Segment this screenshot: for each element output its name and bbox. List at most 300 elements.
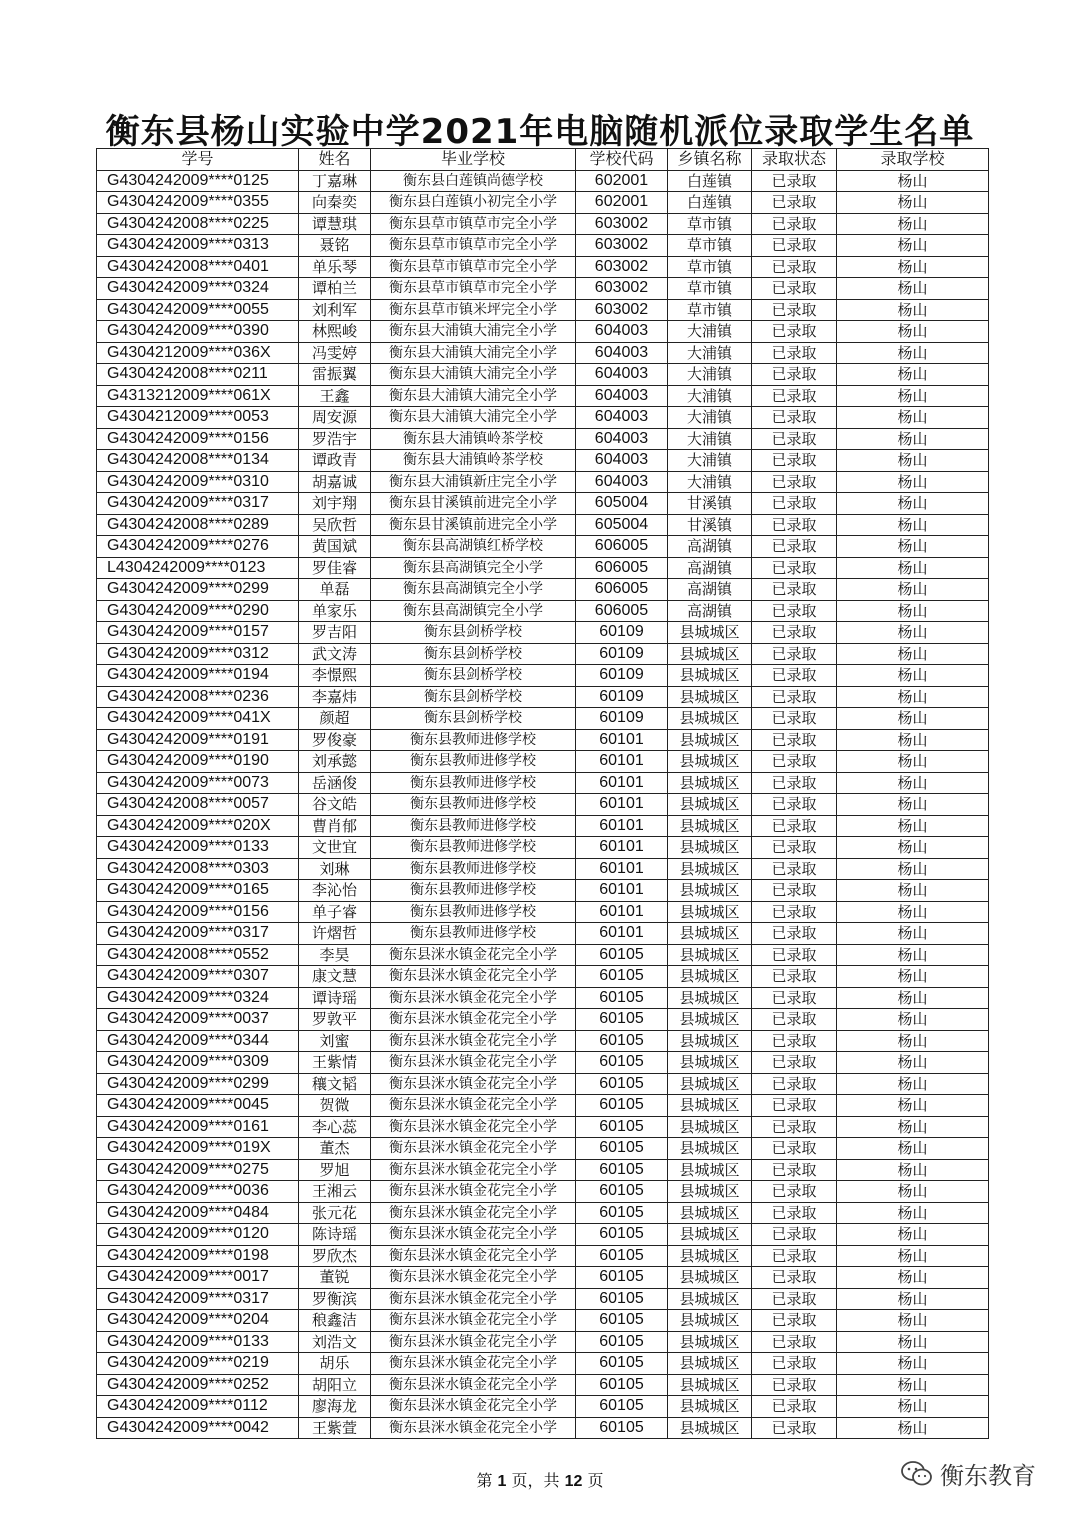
cell-school-code: 60109: [576, 665, 668, 687]
footer-prefix: 第: [476, 1471, 493, 1490]
cell-school-code: 60105: [576, 1052, 668, 1074]
cell-graduate-school: 衡东县大浦镇岭茶学校: [371, 428, 576, 450]
cell-admitted-school: 杨山: [837, 385, 989, 407]
cell-school-code: 60105: [576, 987, 668, 1009]
cell-student-id: G4304242009****0390: [97, 321, 299, 343]
cell-town: 甘溪镇: [668, 514, 752, 536]
cell-student-id: G4304242009****0017: [97, 1267, 299, 1289]
table-row: [97, 579, 989, 601]
cell-graduate-school: 衡东县洣水镇金花完全小学: [371, 1181, 576, 1203]
cell-name: 罗衡滨: [299, 1288, 371, 1310]
table-row: [97, 1030, 989, 1052]
cell-student-id: G4304242009****0125: [97, 170, 299, 192]
cell-admitted-school: 杨山: [837, 536, 989, 558]
table-row: [97, 858, 989, 880]
cell-graduate-school: 衡东县洣水镇金花完全小学: [371, 1288, 576, 1310]
table-row: [97, 901, 989, 923]
cell-town: 县城城区: [668, 837, 752, 859]
cell-name: 文世宜: [299, 837, 371, 859]
cell-graduate-school: 衡东县洣水镇金花完全小学: [371, 1138, 576, 1160]
cell-school-code: 604003: [576, 471, 668, 493]
cell-admitted-school: 杨山: [837, 815, 989, 837]
cell-name: 单乐琴: [299, 256, 371, 278]
cell-town: 高湖镇: [668, 579, 752, 601]
cell-town: 草市镇: [668, 235, 752, 257]
cell-admitted-school: 杨山: [837, 901, 989, 923]
wechat-icon: [900, 1460, 934, 1488]
cell-admitted-school: 杨山: [837, 407, 989, 429]
cell-school-code: 606005: [576, 600, 668, 622]
cell-student-id: G4304242009****0190: [97, 751, 299, 773]
cell-graduate-school: 衡东县白莲镇尚德学校: [371, 170, 576, 192]
cell-student-id: G4304242008****0134: [97, 450, 299, 472]
table-row: [97, 557, 989, 579]
cell-town: 县城城区: [668, 708, 752, 730]
cell-student-id: G4304242009****0037: [97, 1009, 299, 1031]
cell-status: 已录取: [752, 1288, 837, 1310]
table-row: [97, 966, 989, 988]
cell-admitted-school: 杨山: [837, 665, 989, 687]
cell-admitted-school: 杨山: [837, 1374, 989, 1396]
table-row: [97, 514, 989, 536]
cell-status: 已录取: [752, 708, 837, 730]
cell-admitted-school: 杨山: [837, 1138, 989, 1160]
cell-school-code: 602001: [576, 170, 668, 192]
cell-name: 李嘉炜: [299, 686, 371, 708]
cell-student-id: G4304242009****0191: [97, 729, 299, 751]
cell-graduate-school: 衡东县洣水镇金花完全小学: [371, 1245, 576, 1267]
cell-name: 李昊: [299, 944, 371, 966]
cell-status: 已录取: [752, 1417, 837, 1439]
cell-admitted-school: 杨山: [837, 321, 989, 343]
cell-town: 高湖镇: [668, 557, 752, 579]
table-row: [97, 772, 989, 794]
cell-name: 单磊: [299, 579, 371, 601]
cell-town: 县城城区: [668, 1396, 752, 1418]
cell-town: 县城城区: [668, 987, 752, 1009]
cell-admitted-school: 杨山: [837, 794, 989, 816]
cell-student-id: G4304242009****0307: [97, 966, 299, 988]
cell-school-code: 60109: [576, 622, 668, 644]
cell-graduate-school: 衡东县洣水镇金花完全小学: [371, 1310, 576, 1332]
cell-name: 陈诗瑶: [299, 1224, 371, 1246]
cell-town: 县城城区: [668, 1310, 752, 1332]
cell-student-id: G4304242009****0194: [97, 665, 299, 687]
cell-town: 县城城区: [668, 1331, 752, 1353]
cell-town: 大浦镇: [668, 364, 752, 386]
cell-status: 已录取: [752, 729, 837, 751]
cell-name: 刘承懿: [299, 751, 371, 773]
cell-graduate-school: 衡东县高湖镇红桥学校: [371, 536, 576, 558]
table-row: [97, 1159, 989, 1181]
table-row: [97, 686, 989, 708]
cell-school-code: 604003: [576, 385, 668, 407]
cell-student-id: G4304242009****0324: [97, 987, 299, 1009]
cell-graduate-school: 衡东县洣水镇金花完全小学: [371, 1030, 576, 1052]
cell-status: 已录取: [752, 1245, 837, 1267]
cell-admitted-school: 杨山: [837, 1245, 989, 1267]
cell-graduate-school: 衡东县洣水镇金花完全小学: [371, 1009, 576, 1031]
cell-school-code: 604003: [576, 450, 668, 472]
cell-graduate-school: 衡东县大浦镇大浦完全小学: [371, 385, 576, 407]
cell-town: 县城城区: [668, 686, 752, 708]
cell-town: 大浦镇: [668, 471, 752, 493]
cell-name: 吴欣哲: [299, 514, 371, 536]
cell-graduate-school: 衡东县洣水镇金花完全小学: [371, 944, 576, 966]
cell-admitted-school: 杨山: [837, 708, 989, 730]
cell-graduate-school: 衡东县洣水镇金花完全小学: [371, 1202, 576, 1224]
cell-status: 已录取: [752, 299, 837, 321]
cell-student-id: G4304242009****0299: [97, 579, 299, 601]
cell-status: 已录取: [752, 1224, 837, 1246]
cell-town: 县城城区: [668, 643, 752, 665]
table-row: [97, 235, 989, 257]
cell-graduate-school: 衡东县教师进修学校: [371, 751, 576, 773]
cell-name: 岳涵俊: [299, 772, 371, 794]
cell-graduate-school: 衡东县草市镇草市完全小学: [371, 278, 576, 300]
cell-student-id: G4304242009****0310: [97, 471, 299, 493]
cell-school-code: 606005: [576, 536, 668, 558]
cell-student-id: G4313212009****061X: [97, 385, 299, 407]
watermark: [900, 1456, 1036, 1491]
cell-student-id: G4304242009****0120: [97, 1224, 299, 1246]
cell-student-id: G4304242009****0313: [97, 235, 299, 257]
cell-student-id: G4304242009****0219: [97, 1353, 299, 1375]
cell-school-code: 604003: [576, 321, 668, 343]
cell-student-id: G4304242008****0225: [97, 213, 299, 235]
cell-school-code: 60105: [576, 1073, 668, 1095]
cell-admitted-school: 杨山: [837, 278, 989, 300]
cell-student-id: G4304242009****0344: [97, 1030, 299, 1052]
cell-school-code: 60105: [576, 1030, 668, 1052]
column-header-school-code: 学校代码: [576, 149, 668, 171]
cell-name: 罗旭: [299, 1159, 371, 1181]
cell-status: 已录取: [752, 944, 837, 966]
cell-student-id: G4304242008****0236: [97, 686, 299, 708]
cell-school-code: 60105: [576, 1288, 668, 1310]
cell-status: 已录取: [752, 278, 837, 300]
cell-school-code: 60105: [576, 1224, 668, 1246]
cell-name: 刘宇翔: [299, 493, 371, 515]
cell-town: 县城城区: [668, 944, 752, 966]
cell-admitted-school: 杨山: [837, 923, 989, 945]
table-row: [97, 1374, 989, 1396]
cell-graduate-school: 衡东县甘溪镇前进完全小学: [371, 493, 576, 515]
cell-graduate-school: 衡东县高湖镇完全小学: [371, 579, 576, 601]
cell-school-code: 60101: [576, 772, 668, 794]
cell-graduate-school: 衡东县剑桥学校: [371, 686, 576, 708]
column-header-status: 录取状态: [752, 149, 837, 171]
cell-admitted-school: 杨山: [837, 170, 989, 192]
cell-name: 王湘云: [299, 1181, 371, 1203]
cell-name: 廖海龙: [299, 1396, 371, 1418]
cell-status: 已录取: [752, 1267, 837, 1289]
watermark-text: 衡东教育: [940, 1462, 1036, 1490]
cell-status: 已录取: [752, 1159, 837, 1181]
cell-name: 胡阳立: [299, 1374, 371, 1396]
cell-student-id: G4304242008****0401: [97, 256, 299, 278]
cell-graduate-school: 衡东县草市镇草市完全小学: [371, 213, 576, 235]
table-row: [97, 880, 989, 902]
cell-admitted-school: 杨山: [837, 966, 989, 988]
column-header-admitted-school: 录取学校: [837, 149, 989, 171]
cell-town: 高湖镇: [668, 536, 752, 558]
cell-admitted-school: 杨山: [837, 235, 989, 257]
cell-name: 董杰: [299, 1138, 371, 1160]
cell-name: 谭慧琪: [299, 213, 371, 235]
cell-school-code: 60105: [576, 1095, 668, 1117]
cell-graduate-school: 衡东县教师进修学校: [371, 837, 576, 859]
cell-admitted-school: 杨山: [837, 880, 989, 902]
table-row: [97, 1245, 989, 1267]
cell-school-code: 60101: [576, 858, 668, 880]
cell-name: 穰文韬: [299, 1073, 371, 1095]
table-row: [97, 1052, 989, 1074]
cell-name: 李沁怡: [299, 880, 371, 902]
cell-student-id: G4304242009****0276: [97, 536, 299, 558]
cell-student-id: G4304242009****0112: [97, 1396, 299, 1418]
cell-town: 县城城区: [668, 1052, 752, 1074]
cell-student-id: G4304242009****0312: [97, 643, 299, 665]
cell-town: 县城城区: [668, 880, 752, 902]
cell-graduate-school: 衡东县甘溪镇前进完全小学: [371, 514, 576, 536]
cell-town: 县城城区: [668, 1353, 752, 1375]
cell-name: 雷振翼: [299, 364, 371, 386]
column-header-name: 姓名: [299, 149, 371, 171]
cell-status: 已录取: [752, 880, 837, 902]
column-header-student-id: 学号: [97, 149, 299, 171]
cell-graduate-school: 衡东县教师进修学校: [371, 729, 576, 751]
footer-suffix: 页: [587, 1471, 604, 1490]
cell-status: 已录取: [752, 170, 837, 192]
cell-student-id: G4304242009****019X: [97, 1138, 299, 1160]
cell-school-code: 60101: [576, 880, 668, 902]
cell-graduate-school: 衡东县剑桥学校: [371, 665, 576, 687]
admission-table: [96, 148, 989, 1439]
cell-status: 已录取: [752, 643, 837, 665]
cell-graduate-school: 衡东县教师进修学校: [371, 901, 576, 923]
cell-graduate-school: 衡东县草市镇草市完全小学: [371, 256, 576, 278]
cell-town: 大浦镇: [668, 342, 752, 364]
cell-graduate-school: 衡东县大浦镇大浦完全小学: [371, 321, 576, 343]
table-row: [97, 342, 989, 364]
cell-student-id: G4304242009****0045: [97, 1095, 299, 1117]
cell-town: 县城城区: [668, 858, 752, 880]
cell-name: 周安源: [299, 407, 371, 429]
cell-school-code: 60105: [576, 1267, 668, 1289]
cell-town: 大浦镇: [668, 385, 752, 407]
cell-name: 罗欣杰: [299, 1245, 371, 1267]
table-row: [97, 1181, 989, 1203]
cell-status: 已录取: [752, 1138, 837, 1160]
cell-student-id: G4304242009****0317: [97, 493, 299, 515]
cell-school-code: 60105: [576, 1396, 668, 1418]
table-row: [97, 278, 989, 300]
cell-name: 武文涛: [299, 643, 371, 665]
table-row: [97, 1224, 989, 1246]
cell-school-code: 60101: [576, 751, 668, 773]
cell-name: 向秦奕: [299, 192, 371, 214]
table-row: [97, 536, 989, 558]
cell-town: 县城城区: [668, 1159, 752, 1181]
cell-school-code: 60105: [576, 1181, 668, 1203]
cell-status: 已录取: [752, 471, 837, 493]
cell-name: 稂鑫洁: [299, 1310, 371, 1332]
cell-admitted-school: 杨山: [837, 944, 989, 966]
table-row: [97, 299, 989, 321]
cell-graduate-school: 衡东县剑桥学校: [371, 708, 576, 730]
cell-name: 谷文皓: [299, 794, 371, 816]
cell-admitted-school: 杨山: [837, 1030, 989, 1052]
cell-admitted-school: 杨山: [837, 987, 989, 1009]
cell-town: 县城城区: [668, 751, 752, 773]
table-row: [97, 729, 989, 751]
table-row: [97, 170, 989, 192]
cell-name: 王紫情: [299, 1052, 371, 1074]
cell-status: 已录取: [752, 815, 837, 837]
cell-school-code: 60105: [576, 1009, 668, 1031]
cell-name: 刘蜜: [299, 1030, 371, 1052]
cell-school-code: 60105: [576, 1417, 668, 1439]
footer-mid: 页，共: [511, 1471, 560, 1490]
cell-school-code: 60105: [576, 1116, 668, 1138]
cell-admitted-school: 杨山: [837, 1159, 989, 1181]
cell-graduate-school: 衡东县洣水镇金花完全小学: [371, 1396, 576, 1418]
cell-admitted-school: 杨山: [837, 1224, 989, 1246]
cell-admitted-school: 杨山: [837, 557, 989, 579]
cell-admitted-school: 杨山: [837, 1095, 989, 1117]
table-row: [97, 450, 989, 472]
cell-graduate-school: 衡东县洣水镇金花完全小学: [371, 1052, 576, 1074]
cell-admitted-school: 杨山: [837, 600, 989, 622]
table-row: [97, 493, 989, 515]
cell-school-code: 60105: [576, 944, 668, 966]
cell-town: 县城城区: [668, 1138, 752, 1160]
cell-graduate-school: 衡东县草市镇米坪完全小学: [371, 299, 576, 321]
cell-graduate-school: 衡东县剑桥学校: [371, 622, 576, 644]
cell-admitted-school: 杨山: [837, 1116, 989, 1138]
cell-school-code: 60101: [576, 794, 668, 816]
cell-student-id: G4304242009****0073: [97, 772, 299, 794]
table-row: [97, 622, 989, 644]
cell-admitted-school: 杨山: [837, 1417, 989, 1439]
cell-admitted-school: 杨山: [837, 1331, 989, 1353]
cell-name: 谭诗瑶: [299, 987, 371, 1009]
cell-student-id: G4304242009****0204: [97, 1310, 299, 1332]
cell-school-code: 605004: [576, 493, 668, 515]
cell-status: 已录取: [752, 428, 837, 450]
cell-school-code: 60101: [576, 729, 668, 751]
cell-name: 罗敦平: [299, 1009, 371, 1031]
cell-name: 单家乐: [299, 600, 371, 622]
cell-admitted-school: 杨山: [837, 579, 989, 601]
cell-name: 林熙峻: [299, 321, 371, 343]
table-row: [97, 385, 989, 407]
table-body: [97, 170, 989, 1439]
cell-status: 已录取: [752, 665, 837, 687]
cell-town: 白莲镇: [668, 170, 752, 192]
cell-status: 已录取: [752, 1181, 837, 1203]
cell-graduate-school: 衡东县教师进修学校: [371, 772, 576, 794]
cell-student-id: G4304242009****0299: [97, 1073, 299, 1095]
table-header-row: [97, 149, 989, 171]
cell-student-id: G4304242009****0055: [97, 299, 299, 321]
cell-student-id: G4304212009****0053: [97, 407, 299, 429]
cell-town: 县城城区: [668, 729, 752, 751]
cell-student-id: G4304242009****0133: [97, 1331, 299, 1353]
cell-student-id: G4304242009****0156: [97, 901, 299, 923]
cell-status: 已录取: [752, 751, 837, 773]
cell-graduate-school: 衡东县洣水镇金花完全小学: [371, 1353, 576, 1375]
cell-graduate-school: 衡东县剑桥学校: [371, 643, 576, 665]
cell-town: 县城城区: [668, 1374, 752, 1396]
cell-town: 草市镇: [668, 213, 752, 235]
cell-graduate-school: 衡东县教师进修学校: [371, 880, 576, 902]
cell-graduate-school: 衡东县洣水镇金花完全小学: [371, 1095, 576, 1117]
cell-admitted-school: 杨山: [837, 1073, 989, 1095]
table-row: [97, 1353, 989, 1375]
cell-status: 已录取: [752, 536, 837, 558]
cell-town: 县城城区: [668, 1267, 752, 1289]
cell-status: 已录取: [752, 342, 837, 364]
cell-town: 县城城区: [668, 1417, 752, 1439]
cell-admitted-school: 杨山: [837, 751, 989, 773]
cell-graduate-school: 衡东县洣水镇金花完全小学: [371, 1224, 576, 1246]
cell-student-id: G4304242009****041X: [97, 708, 299, 730]
cell-admitted-school: 杨山: [837, 364, 989, 386]
cell-town: 县城城区: [668, 1073, 752, 1095]
cell-admitted-school: 杨山: [837, 192, 989, 214]
cell-student-id: L4304242009****0123: [97, 557, 299, 579]
cell-graduate-school: 衡东县洣水镇金花完全小学: [371, 1331, 576, 1353]
cell-admitted-school: 杨山: [837, 450, 989, 472]
cell-name: 冯雯婷: [299, 342, 371, 364]
cell-graduate-school: 衡东县洣水镇金花完全小学: [371, 987, 576, 1009]
cell-status: 已录取: [752, 1353, 837, 1375]
table-row: [97, 643, 989, 665]
cell-student-id: G4304242009****0165: [97, 880, 299, 902]
cell-town: 高湖镇: [668, 600, 752, 622]
cell-status: 已录取: [752, 450, 837, 472]
cell-school-code: 60101: [576, 837, 668, 859]
cell-town: 县城城区: [668, 1288, 752, 1310]
table-row: [97, 1138, 989, 1160]
cell-name: 谭柏兰: [299, 278, 371, 300]
cell-graduate-school: 衡东县大浦镇大浦完全小学: [371, 342, 576, 364]
cell-name: 曹肖郁: [299, 815, 371, 837]
cell-town: 县城城区: [668, 1202, 752, 1224]
cell-town: 草市镇: [668, 278, 752, 300]
cell-student-id: G4304242009****0324: [97, 278, 299, 300]
cell-school-code: 60105: [576, 1310, 668, 1332]
cell-status: 已录取: [752, 622, 837, 644]
cell-name: 罗浩宇: [299, 428, 371, 450]
cell-student-id: G4304242009****0156: [97, 428, 299, 450]
cell-graduate-school: 衡东县洣水镇金花完全小学: [371, 1374, 576, 1396]
cell-graduate-school: 衡东县洣水镇金花完全小学: [371, 1159, 576, 1181]
cell-graduate-school: 衡东县教师进修学校: [371, 858, 576, 880]
cell-status: 已录取: [752, 858, 837, 880]
cell-school-code: 606005: [576, 579, 668, 601]
cell-graduate-school: 衡东县大浦镇大浦完全小学: [371, 364, 576, 386]
cell-graduate-school: 衡东县大浦镇岭茶学校: [371, 450, 576, 472]
cell-student-id: G4304242008****0057: [97, 794, 299, 816]
cell-admitted-school: 杨山: [837, 1396, 989, 1418]
table-row: [97, 1288, 989, 1310]
cell-status: 已录取: [752, 1310, 837, 1332]
cell-name: 胡嘉诚: [299, 471, 371, 493]
cell-school-code: 60105: [576, 1202, 668, 1224]
